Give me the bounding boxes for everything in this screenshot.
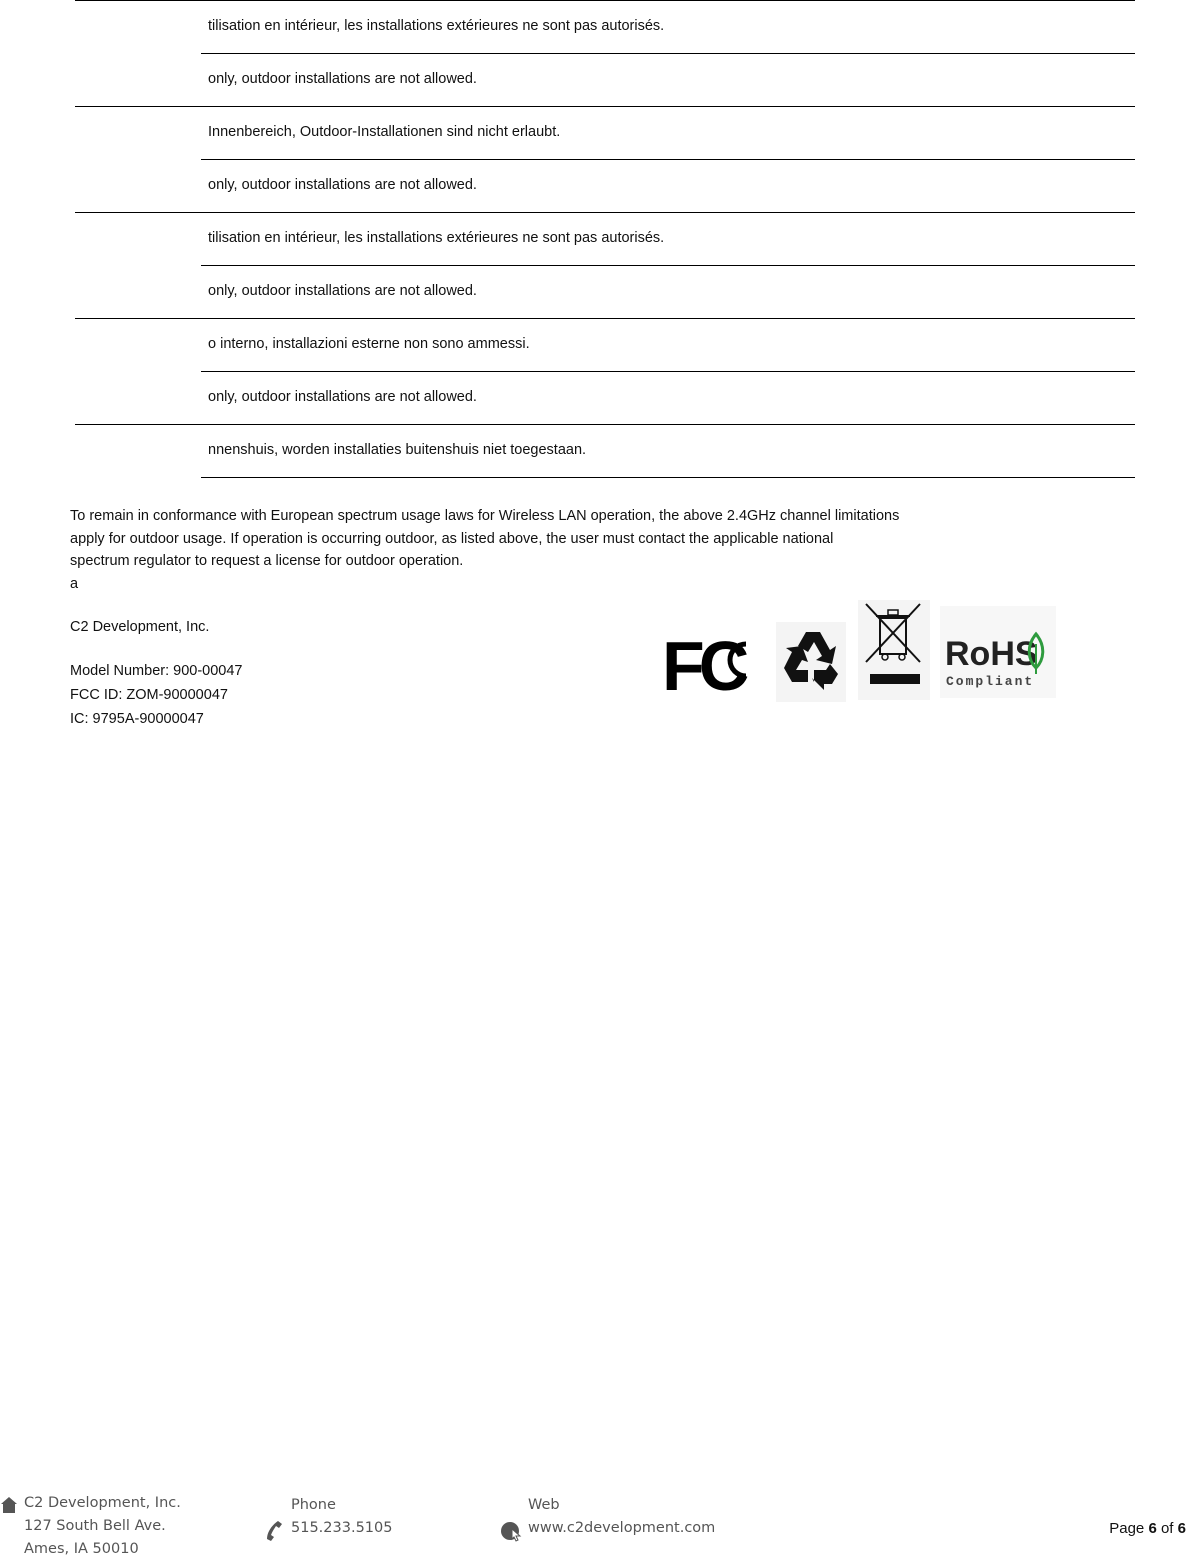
page-number (1109, 1520, 1186, 1537)
home-icon (0, 1496, 18, 1514)
phone-label: Phone (291, 1497, 336, 1513)
rohs-text: RoHS (945, 635, 1038, 673)
page-of: of (1160, 1520, 1174, 1537)
model-number: Model Number: 900-00047 (70, 663, 243, 679)
ic-number: IC: 9795A-90000047 (70, 711, 204, 727)
table-row (201, 213, 1135, 266)
weee-bin-icon (858, 600, 930, 700)
table-row-text: o interno, installazioni esterne non sono ammessi. (208, 336, 530, 352)
page-total: 6 (1177, 1520, 1186, 1537)
paragraph-line: spectrum regulator to request a license for outdoor operation. (70, 553, 464, 569)
phone-number: 515.233.5105 (291, 1520, 393, 1536)
certification-logos (660, 596, 1060, 706)
table-row (75, 54, 1135, 107)
address-line: 127 South Bell Ave. (24, 1518, 166, 1534)
table-row (75, 266, 1135, 319)
table-row (75, 372, 1135, 425)
table-row-text: tilisation en intérieur, les installations extérieures ne sont pas autorisés. (208, 230, 665, 246)
footer-phone (291, 1494, 392, 1540)
table-row-text: only, outdoor installations are not allowed. (208, 71, 477, 87)
paragraph-line: To remain in conformance with European spectrum usage laws for Wireless LAN operation, the above 2.4GHz channel limitations (70, 508, 900, 524)
fcc-logo (662, 627, 748, 705)
page-footer (0, 1488, 1194, 1560)
page-current: 6 (1148, 1520, 1157, 1537)
table-row-text: Innenbereich, Outdoor-Installationen sind nicht erlaubt. (208, 124, 561, 140)
table-row-text: only, outdoor installations are not allowed. (208, 283, 477, 299)
company-name: C2 Development, Inc. (70, 619, 210, 635)
conformance-paragraph (70, 505, 1070, 595)
page-label: Page (1109, 1520, 1145, 1537)
fcc-id: FCC ID: ZOM-90000047 (70, 687, 228, 703)
table-row (201, 425, 1135, 478)
web-icon (500, 1520, 522, 1542)
recycle-icon (776, 622, 846, 702)
paragraph-line: a (70, 575, 79, 592)
phone-icon (264, 1520, 284, 1542)
rohs-compliant-text: Compliant (946, 674, 1035, 689)
address-line: Ames, IA 50010 (24, 1541, 139, 1557)
table-row (201, 1, 1135, 54)
table-row (201, 319, 1135, 372)
address-line: C2 Development, Inc. (24, 1495, 181, 1511)
footer-address (24, 1492, 181, 1561)
spectrum-table (75, 0, 1135, 478)
fcc-logo-text: FC (662, 627, 744, 705)
rohs-logo (940, 606, 1056, 698)
table-row (75, 160, 1135, 213)
model-info (70, 659, 243, 731)
table-row-text: tilisation en intérieur, les installations extérieures ne sont pas autorisés. (208, 18, 665, 34)
table-row (201, 107, 1135, 160)
table-row-text: only, outdoor installations are not allowed. (208, 177, 477, 193)
paragraph-line: apply for outdoor usage. If operation is occurring outdoor, as listed above, the user must contact the applicable national (70, 530, 834, 547)
table-row-text: nnenshuis, worden installaties buitenshuis niet toegestaan. (208, 442, 587, 458)
certification-logos-svg (660, 596, 1060, 706)
table-row-text: only, outdoor installations are not allowed. (208, 389, 477, 405)
web-url[interactable]: www.c2development.com (528, 1520, 716, 1536)
footer-web (528, 1494, 715, 1540)
web-label: Web (528, 1497, 560, 1513)
